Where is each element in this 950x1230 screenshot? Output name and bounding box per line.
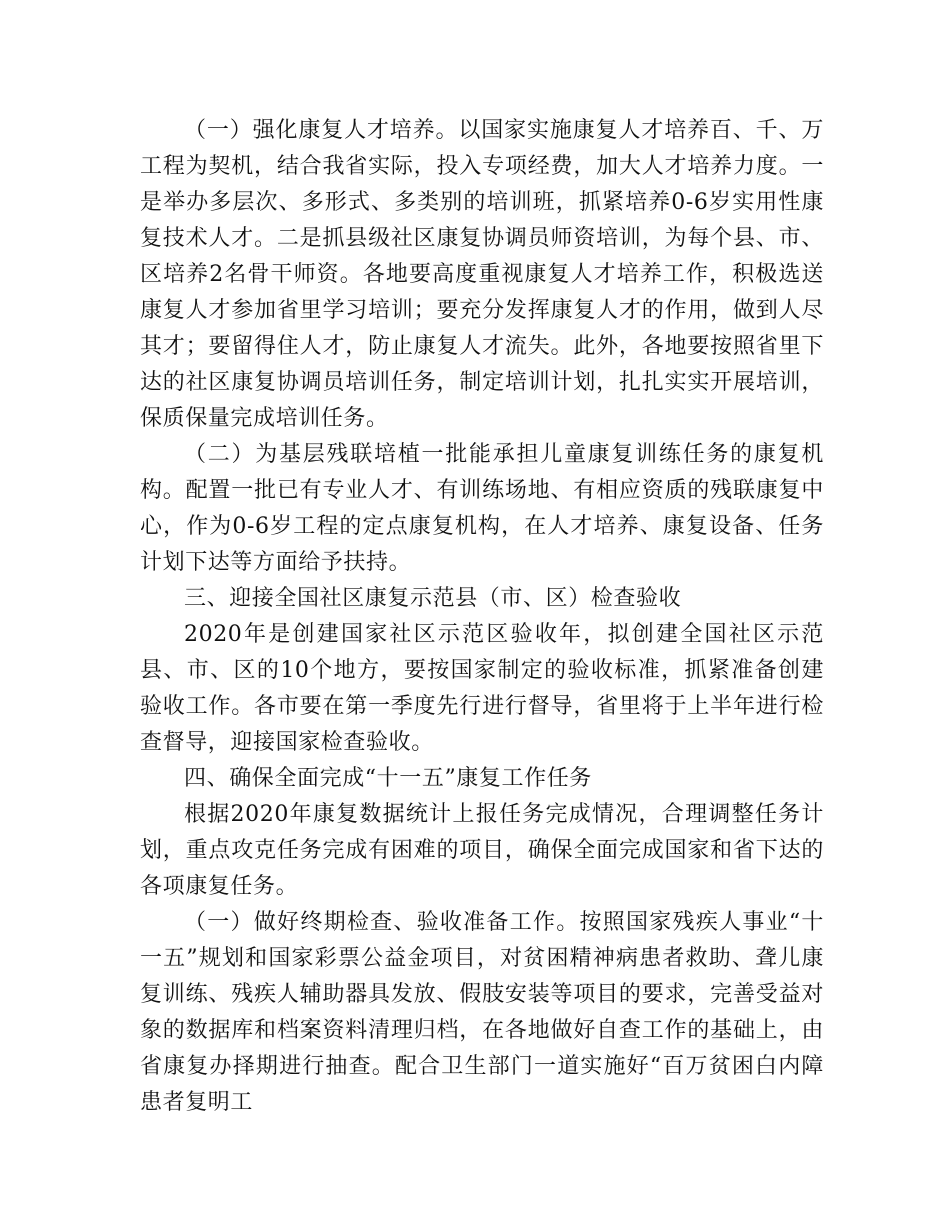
paragraph-task-adjustment: 根据2020年康复数据统计上报任务完成情况，合理调整任务计划，重点攻克任务完成有困难的项目，确保全面完成国家和省下达的各项康复任务。: [140, 802, 824, 899]
paragraph-demonstration-county: 2020年是创建国家社区示范区验收年，拟创建全国社区示范县、市、区的10个地方，要按国家制定的验收标准，抓紧准备创建验收工作。各市要在第一季度先行进行督导，省里将于上半年进行检查督导，迎接国家检查验收。: [140, 622, 824, 755]
document-body: [140, 113, 824, 1121]
section-heading-inspection: 三、迎接全国社区康复示范县（市、区）检查验收: [184, 586, 682, 611]
paragraph-rehab-institutions: （二）为基层残联培植一批能承担儿童康复训练任务的康复机构。配置一批已有专业人才、有训练场地、有相应资质的残联康复中心，作为0-6岁工程的定点康复机构，在人才培养、康复设备、任务计划下达等方面给予扶持。: [140, 442, 824, 575]
paragraph-talent-training: （一）强化康复人才培养。以国家实施康复人才培养百、千、万工程为契机，结合我省实际，投入专项经费，加大人才培养力度。一是举办多层次、多形式、多类别的培训班，抓紧培养0-6岁实用性康复技术人才。二是抓县级社区康复协调员师资培训，为每个县、市、区培养2名骨干师资。各地要高度重视康复人才培养工作，积极选送康复人才参加省里学习培训；要充分发挥康复人才的作用，做到人尽其才；要留得住人才，防止康复人才流失。此外，各地要按照省里下达的社区康复协调员培训任务，制定培训计划，扎扎实实开展培训，保质保量完成培训任务。: [140, 118, 824, 431]
paragraph-final-inspection: （一）做好终期检查、验收准备工作。按照国家残疾人事业“十一五”规划和国家彩票公益金项目，对贫困精神病患者救助、聋儿康复训练、残疾人辅助器具发放、假肢安装等项目的要求，完善受益对象的数据库和档案资料清理归档，在各地做好自查工作的基础上，由省康复办择期进行抽查。配合卫生部门一道实施好“百万贫困白内障患者复明工: [140, 910, 824, 1115]
section-heading-complete-tasks: 四、确保全面完成“十一五”康复工作任务: [184, 766, 592, 791]
